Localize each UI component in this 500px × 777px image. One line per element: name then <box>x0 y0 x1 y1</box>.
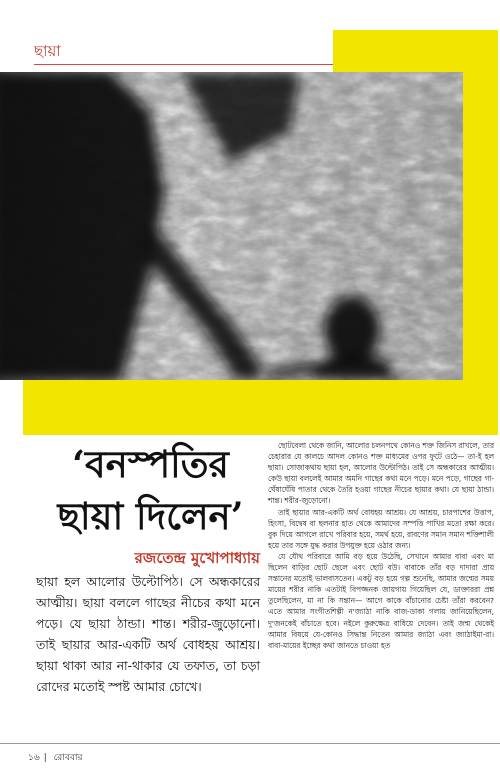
body-text-column <box>268 440 494 651</box>
footer-separator: | <box>43 753 47 763</box>
page-number: ১৬ <box>28 753 40 763</box>
footer-divider <box>0 743 500 744</box>
article-headline <box>38 438 263 542</box>
body-paragraph: যে যৌথ পরিবারে আমি বড় হয়ে উঠেছি, সেখানে আমার বাবা এবং মা ছিলেন বাড়ির ছোট ছেলে এবং ছোট বউ। বাবাকে তাঁর বড় দাদারা প্রায় সন্তানের মতোই ভালবাসতেন। একটু বড় হয়ে গল্প শুনেছি, আমার জন্মের সময় মায়ের শরীর নাকি এতটাই বিপজ্জনক জায়গায় গিয়েছিল যে, ডাক্তাররা প্রশ্ন তুলেছিলেন, মা না কি সন্তান— আগে কাকে বাঁচানোর চেষ্টা তাঁরা করবেন? এতে আমার সংগীতশিল্পী ন'জ্যাঠা নাকি বাজ-ডাকা গলায় জানিয়েছিলেন, দু'জনকেই বাঁচাতে হবে। নইলে কুরুক্ষেত্র বাধিয়ে দেবেন। তাই জন্ম থেকেই আমার বিষয়ে যে-কোনও সিদ্ধান্ত নিতেন আমার জ্যাঠা এবং জ্যাঠাইমা-রা। বাবা-মায়ের ইচ্ছের কথা জানতে চাওয়া হত <box>268 551 494 650</box>
lead-paragraph: ছায়া হল আলোর উল্টোপিঠ। সে অন্ধকারের আত্মীয়। ছায়া বললে গাছের নীচের কথা মনে পড়ে। যে ছায়া ঠান্ডা। শান্ত। শরীর-জুড়োনো। তাই ছায়ার আর-একটি অর্থ বোধহয় আশ্রয়। ছায়া থাকা আর না-থাকার যে তফাত, তা চড়া রোদের মতোই স্পষ্ট আমার চোখে। <box>36 575 260 694</box>
author-byline: রজতেন্দ্র মুখোপাধ্যায় <box>134 549 260 567</box>
body-paragraph: তাই ছায়ার আর-একটি অর্থ বোধহয় আশ্রয়। যে আশ্রয়, চারপাশের উত্তাপ, হিংসা, বিদ্বেষ বা ছলনার হাত থেকে আমাদের সম্পত্তি পাখির মতো রক্ষা করে। বুক দিয়ে আগলে রাখে পরিবার হয়ে, সমর্থ হয়ে, রাবণের সমান সমান শক্তিশালী হয়ে তার সঙ্গে যুদ্ধ করার উপযুক্ত হয়ে ওঠার জন্য। <box>268 507 494 550</box>
body-paragraph: ছোটবেলা থেকে জানি, আলোর চলনপথে কোনও শক্ত জিনিস রাখলে, তার চেহারার যে কালচে আদল কোনও শক্ত মাধ্যমের ওপর ফুটে ওঠে— তা-ই হল ছায়া। সোজাকথায় ছায়া হল, আলোর উল্টোপিঠ। তাই সে অন্ধকারের আত্মীয়। কেউ ছায়া বললেই আমার অমনি গাছের কথা মনে পড়ে। মনে পড়ে, গাছের গা-ঘেঁষাঘেঁষি পাতার থেকে তৈরি হওয়া গাছের নীচের ছায়ার কথা। যে ছায়া ঠান্ডা। শান্ত। শরীর-জুড়োনো। <box>268 441 494 506</box>
yellow-frame-bottom <box>23 380 498 435</box>
headline-line-2: ছায়া দিলেন’ <box>57 494 244 538</box>
yellow-frame-right <box>461 30 498 435</box>
headline-line-1: ‘বনস্পতির <box>72 442 229 486</box>
page-footer <box>28 750 86 765</box>
shadow-photo <box>0 72 463 380</box>
section-divider <box>34 64 344 65</box>
magazine-name: রোববার <box>53 753 83 763</box>
section-tag: ছায়া <box>34 42 61 60</box>
